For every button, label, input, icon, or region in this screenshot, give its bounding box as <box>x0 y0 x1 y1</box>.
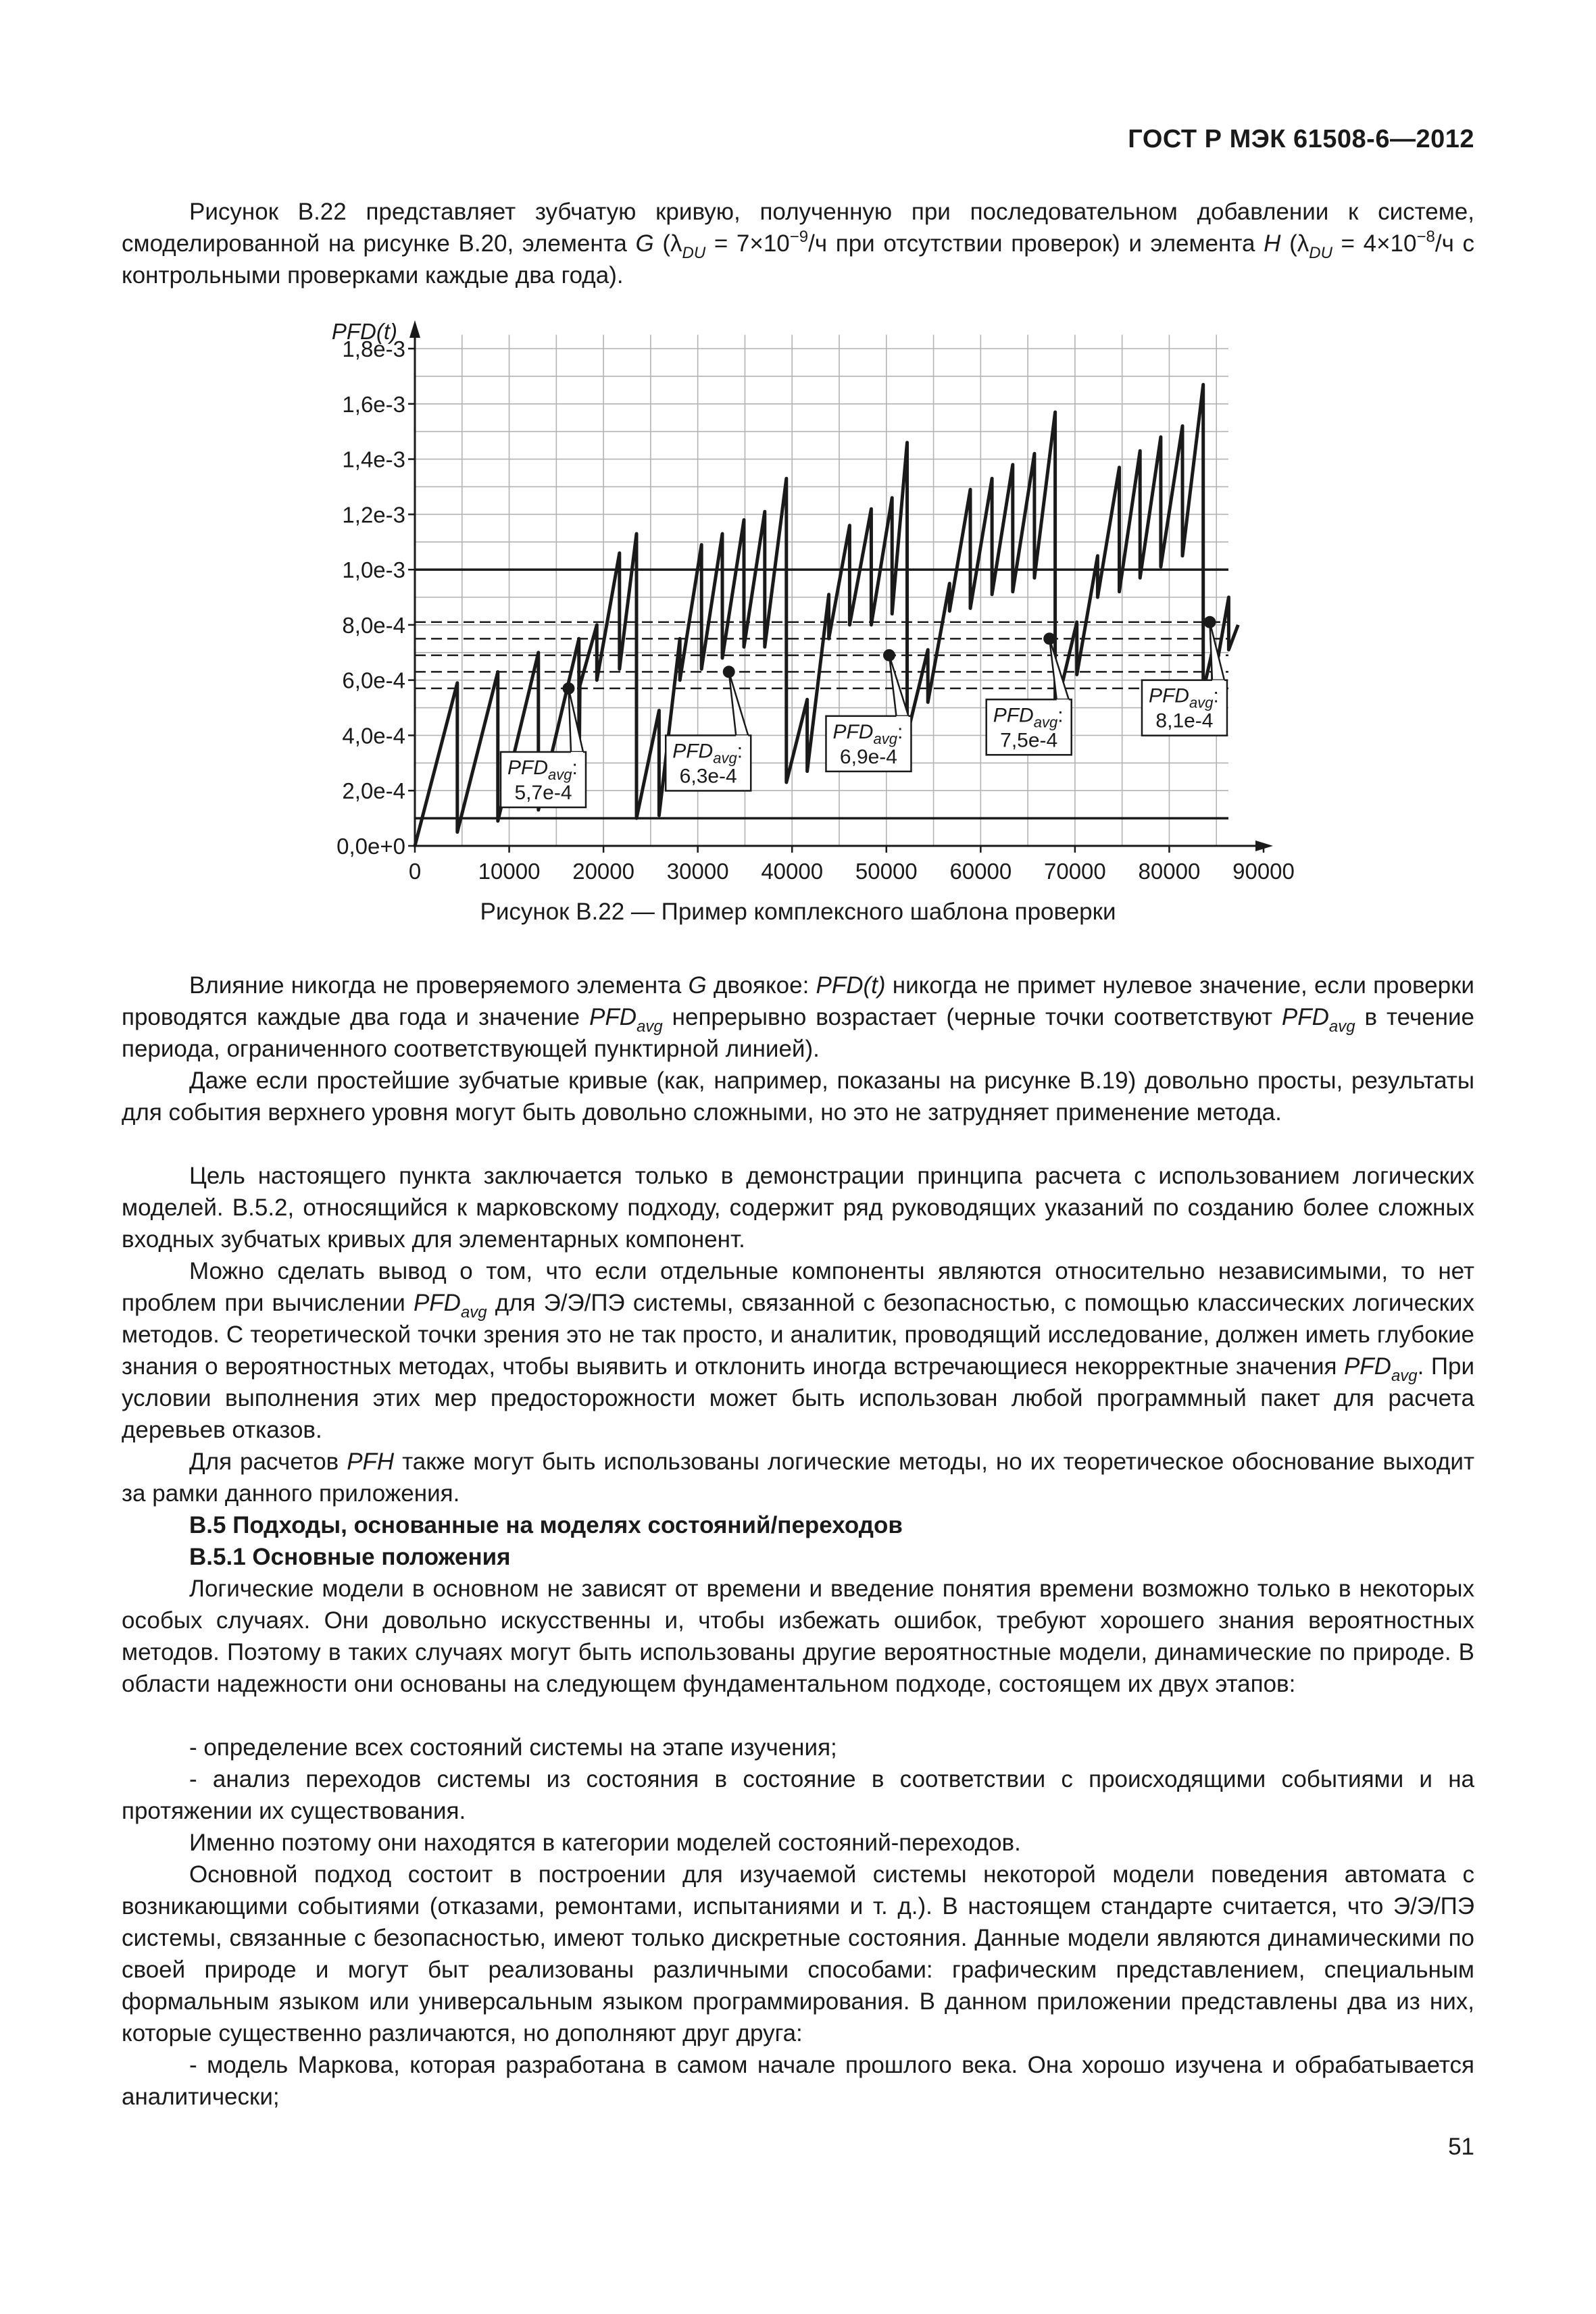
callout-label: $PFD_{avg}$: <box>832 720 903 747</box>
list-item: - модель Маркова, которая разработана в самом начале прошлого века. Она хорошо изучена и обрабатывается аналитически; <box>122 2052 1474 2110</box>
text: непрерывно возрастает (черные точки соответствуют <box>662 1004 1282 1030</box>
x-tick-label: 0 <box>408 859 422 884</box>
y-tick-label: 0,0e+0 <box>336 834 405 859</box>
standard-header: ГОСТ Р МЭК 61508-6—2012 <box>1128 125 1474 153</box>
x-tick-label: 30000 <box>666 859 729 884</box>
y-tick-label: 2,0e-4 <box>342 778 405 804</box>
avg-subscript: avg <box>1391 1367 1418 1385</box>
callout-value: 6,9e-4 <box>839 745 898 768</box>
paragraph-logic-models: Логические модели в основном не зависят от времени и введение понятия времени возможно только в некоторых особых случаях. Они довольно искусственны и, чтобы избежать ошибок, требуют хорошего знания вероятностных методов. Поэтому в таких случаях могут быть использованы другие вероятностные модели, динамические по природе. В области надежности они основаны на следующем фундаментальном подходе, состоящем их двух этапов: <box>122 1576 1474 1697</box>
x-tick-label: 10000 <box>478 859 541 884</box>
lambda-subscript: DU <box>682 244 706 262</box>
intro-text: = 7×10 <box>705 230 790 257</box>
paragraph-purpose: Цель настоящего пункта заключается только в демонстрации принципа расчета с использованием логических моделей. В.5.2, относящийся к марковскому подходу, содержит ряд руководящих указаний по созданию более сложных входных зубчатых кривых для элементарных компонент. <box>122 1163 1474 1253</box>
callout-value: 6,3e-4 <box>679 765 737 788</box>
callout-value: 5,7e-4 <box>514 781 572 804</box>
text: Для расчетов <box>189 1449 347 1475</box>
avg-subscript: avg <box>460 1303 487 1322</box>
text: в течение периода, ограниченного соответствующей пунктирной линией). <box>122 1004 1475 1062</box>
intro-text: Рисунок В.22 представляет зубчатую кривую, полученную при последовательном добавлении к системе, смоделированной на рисунке В.20, элемента <box>122 199 1474 257</box>
text: для Э/Э/ПЭ системы, связанной с безопасностью, с помощью классических логических методов. С теоретической точки зрения это не так просто, и аналитик, проводящий исследование, должен иметь глубокие знания о вероятностных методах, чтобы выявить и отклонить иногда встречающиеся некорректные значения <box>122 1290 1474 1380</box>
element-h: H <box>1264 230 1281 257</box>
y-tick-label: 1,4e-3 <box>342 447 405 472</box>
y-tick-label: 6,0e-4 <box>342 668 405 693</box>
x-tick-label: 90000 <box>1232 859 1295 884</box>
pfd-term: PFD <box>413 1290 461 1316</box>
y-axis-label: PFD(t) <box>331 319 397 344</box>
intro-text: (λ <box>653 230 682 257</box>
average-point <box>1203 616 1216 628</box>
pfh-term: PFH <box>347 1449 395 1475</box>
section-heading-b5: В.5 Подходы, основанные на моделях состояний/переходов <box>189 1512 903 1538</box>
element-g: G <box>635 230 654 257</box>
pfd-arg: (t) <box>863 972 886 999</box>
average-point <box>562 682 574 695</box>
x-tick-label: 40000 <box>761 859 824 884</box>
x-tick-label: 20000 <box>572 859 634 884</box>
text: Можно сделать вывод о том, что если отдельные компоненты являются относительно независимыми, то нет проблем при вычислении <box>122 1258 1474 1316</box>
y-tick-label: 1,8e-3 <box>342 336 405 361</box>
avg-subscript: avg <box>637 1017 663 1036</box>
page-number: 51 <box>1448 2134 1474 2160</box>
lambda-subscript: DU <box>1309 244 1332 262</box>
average-point <box>1043 632 1055 645</box>
avg-subscript: avg <box>1328 1017 1355 1036</box>
y-tick-label: 1,2e-3 <box>342 502 405 528</box>
callout-value: 7,5e-4 <box>1000 729 1058 752</box>
text: Влияние никогда не проверяемого элемента <box>189 972 689 999</box>
x-tick-label: 50000 <box>855 859 918 884</box>
text: двоякое: <box>706 972 816 999</box>
figure-caption: Рисунок В.22 — Пример комплексного шаблона проверки <box>480 899 1116 925</box>
callout-label: $PFD_{avg}$: <box>993 704 1064 731</box>
pfd-term: PFD <box>589 1004 637 1030</box>
element-g: G <box>688 972 707 999</box>
paragraph-approach: Основной подход состоит в построении для изучаемой системы некоторой модели поведения автомата с возникающими событиями (отказами, ремонтами, испытаниями и т. д.). В настоящем стандарте считается, что Э/Э/ПЭ системы, связанные с безопасностью, имеют только дискретные состояния. Данные модели являются динамическими по своей природе и могут быт реализованы различными способами: графическим представлением, специальным формальным языком или универсальным языком программирования. В данном приложении представлены два из них, которые существенно различаются, но дополняют друг друга: <box>122 1861 1474 2046</box>
paragraph-category: Именно поэтому они находятся в категории моделей состояний-переходов. <box>189 1830 1021 1856</box>
paragraph-pfh <box>122 1446 1474 1509</box>
intro-text: (λ <box>1280 230 1310 257</box>
x-tick-label: 70000 <box>1044 859 1106 884</box>
intro-text: /ч с контрольными проверками каждые два года). <box>122 230 1474 288</box>
callout-value: 8,1e-4 <box>1155 709 1214 732</box>
paragraph-sawtooth: Даже если простейшие зубчатые кривые (как, например, показаны на рисунке В.19) довольно просты, результаты для события верхнего уровня могут быть довольно сложными, но это не затрудняет применение метода. <box>122 1067 1474 1126</box>
intro-text: /ч при отсутствии проверок) и элемента <box>808 230 1264 257</box>
text: никогда не примет нулевое значение, если проверки проводятся каждые два года и значение <box>122 972 1474 1030</box>
exponent: −9 <box>789 228 809 246</box>
pfd-term: PFD <box>816 972 864 999</box>
callout-label: $PFD_{avg}$: <box>672 740 743 767</box>
section-heading-b51: В.5.1 Основные положения <box>189 1544 511 1570</box>
pfd-sawtooth-chart <box>0 0 1596 892</box>
callout-label: $PFD_{avg}$: <box>1148 684 1219 711</box>
x-tick-label: 60000 <box>949 859 1012 884</box>
y-tick-label: 1,0e-3 <box>342 557 405 583</box>
x-tick-label: 80000 <box>1138 859 1201 884</box>
pfd-term: PFD <box>1343 1353 1391 1380</box>
text: . При условии выполнения этих мер предосторожности может быть использован любой программный пакет для расчета деревьев отказов. <box>122 1353 1474 1443</box>
average-point <box>883 649 895 661</box>
y-axis-arrow <box>409 320 420 338</box>
paragraph-conclusion <box>122 1255 1474 1446</box>
exponent: −8 <box>1416 228 1435 246</box>
y-tick-label: 1,6e-3 <box>342 391 405 417</box>
list-item: - определение всех состояний системы на этапе изучения; <box>189 1734 837 1761</box>
intro-text: = 4×10 <box>1332 230 1417 257</box>
paragraph-influence <box>122 970 1474 1065</box>
y-tick-label: 4,0e-4 <box>342 723 405 749</box>
list-item: - анализ переходов системы из состояния в состояние в соответствии с происходящими событиями и на протяжении их существования. <box>122 1766 1474 1824</box>
text: также могут быть использованы логические методы, но их теоретическое обоснование выходит за рамки данного приложения. <box>122 1449 1474 1507</box>
average-point <box>723 665 735 678</box>
callout-label: $PFD_{avg}$: <box>507 756 578 783</box>
pfd-term: PFD <box>1281 1004 1329 1030</box>
y-tick-label: 8,0e-4 <box>342 612 405 638</box>
